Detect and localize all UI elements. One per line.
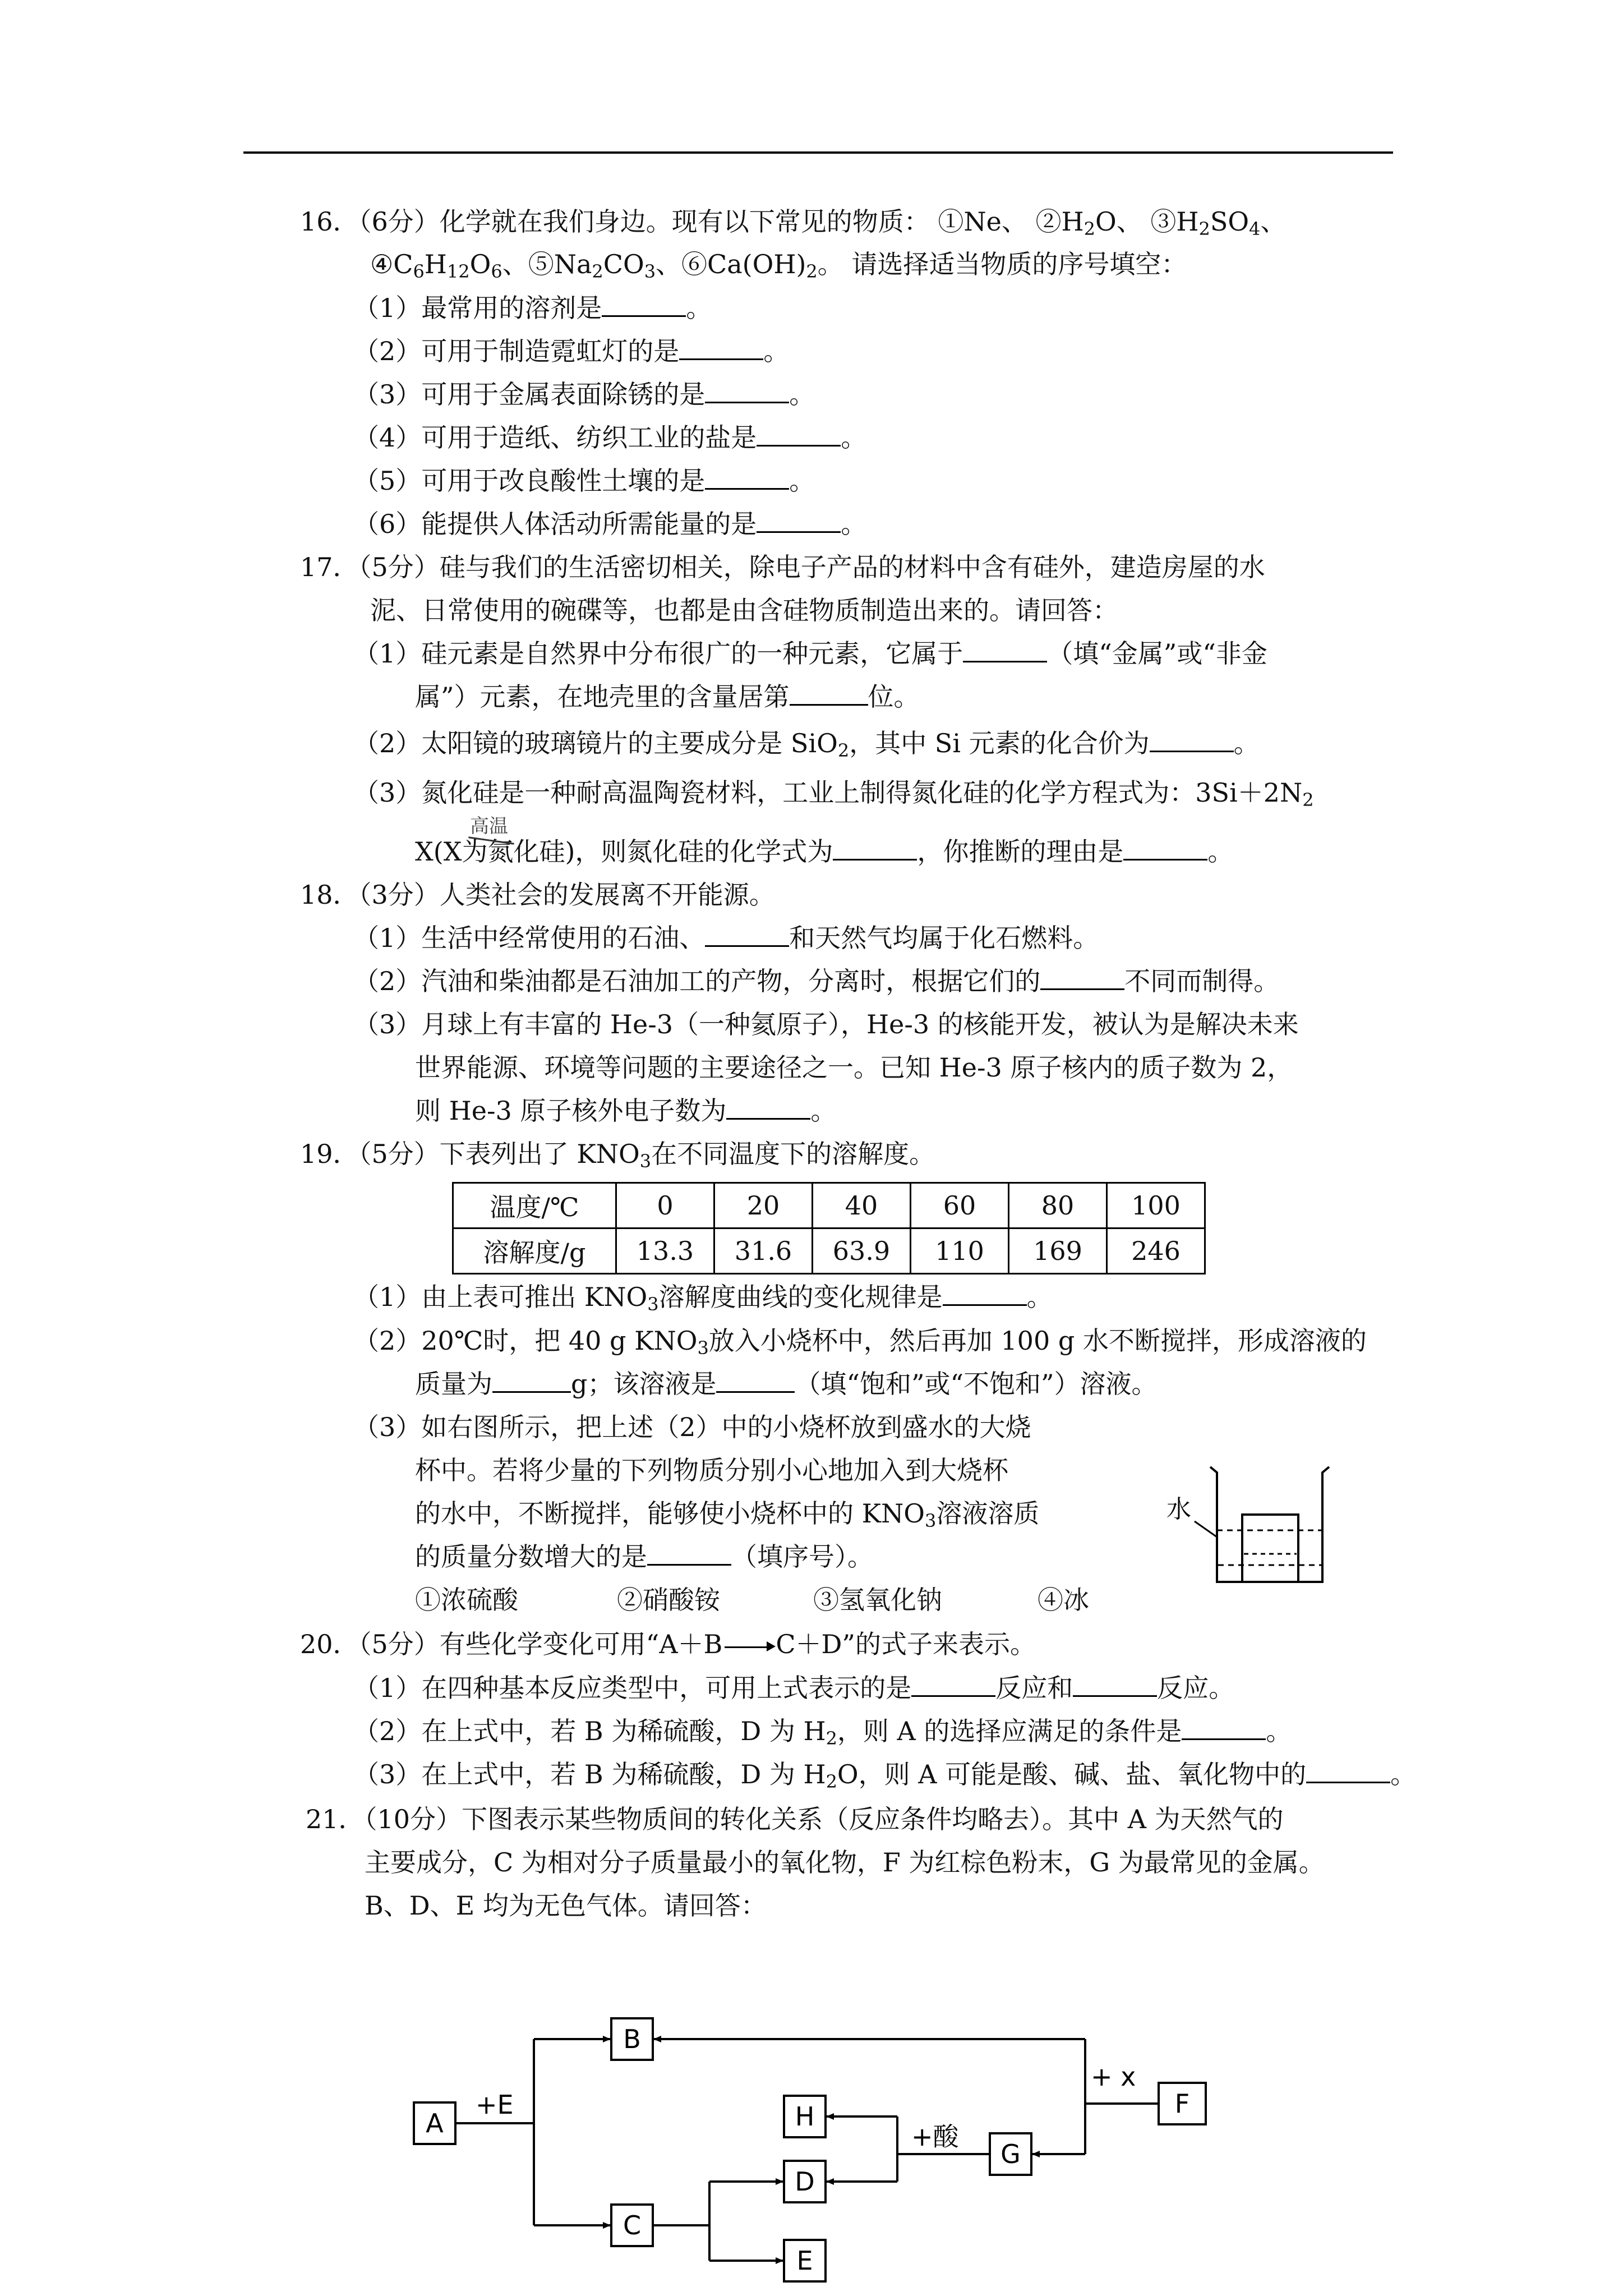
table-header-cell: 溶解度/g xyxy=(453,1228,616,1274)
label-H: H xyxy=(795,2101,815,2132)
table-cell: 20 xyxy=(714,1183,813,1228)
table-cell: 80 xyxy=(1009,1183,1107,1228)
q17-part2: （2）太阳镜的玻璃镜片的主要成分是 SiO$_2$，其中 Si 元素的化合价为 。 xyxy=(353,728,1260,761)
water-label: 水 xyxy=(1166,1495,1191,1524)
table-cell: 31.6 xyxy=(714,1228,813,1274)
q16-item-2: （2）可用于制造霓虹灯的是 。 xyxy=(353,336,790,366)
q21-stem-line1: 21．（10分）下图表示某些物质间的转化关系（反应条件均略去）。其中 A 为天然气的 xyxy=(306,1804,1284,1834)
q20-stem: 20．（5分）有些化学变化可用“A＋B C＋D”的式子来表示。 xyxy=(300,1629,1036,1659)
q16-item-5: （5）可用于改良酸性土壤的是 。 xyxy=(353,466,815,496)
q19-part3-line4: 的质量分数增大的是 （填序号）。 xyxy=(415,1542,873,1572)
q19-part3-line1: （3）如右图所示，把上述（2）中的小烧杯放到盛水的大烧 xyxy=(353,1412,1031,1442)
q18-part3-line1: （3）月球上有丰富的 He-3（一种氦原子），He-3 的核能开发，被认为是解决未来 xyxy=(353,1009,1299,1039)
q18-part3-line2: 世界能源、环境等问题的主要途径之一。已知 He-3 原子核内的质子数为 2， xyxy=(415,1052,1293,1083)
q17-stem-line1: 17．（5分）硅与我们的生活密切相关，除电子产品的材料中含有硅外，建造房屋的水 xyxy=(300,552,1265,582)
q17-stem-line2: 泥、日常使用的碗碟等，也都是由含硅物质制造出来的。请回答： xyxy=(370,595,1118,625)
q21-stem-line3: B、D、E 均为无色气体。请回答： xyxy=(365,1890,767,1921)
q17-part1-line1: （1）硅元素是自然界中分布很广的一种元素，它属于 （填“金属”或“非金 xyxy=(353,638,1267,669)
table-cell: 13.3 xyxy=(616,1228,714,1274)
label-plus-acid: +酸 xyxy=(911,2122,959,2152)
q18-part2: （2）汽油和柴油都是石油加工的产物，分离时，根据它们的 不同而制得。 xyxy=(353,966,1280,996)
q20-part2: （2）在上式中，若 B 为稀硫酸，D 为 $H_2$，则 A 的选择应满足的条件是 。 xyxy=(353,1716,1292,1749)
q17-part3-line2: X(X为氮化硅)，则氮化硅的化学式为 ，你推断的理由是 。 xyxy=(415,836,1234,867)
label-plus-x: + x xyxy=(1091,2062,1136,2092)
q18-part3-line3: 则 He-3 原子核外电子数为 。 xyxy=(415,1096,837,1126)
label-G: G xyxy=(1000,2139,1021,2169)
q19-stem: 19．（5分）下表列出了 $KNO_3$在不同温度下的溶解度。 xyxy=(300,1139,935,1172)
q19-part3-line2: 杯中。若将少量的下列物质分别小心地加入到大烧杯 xyxy=(415,1455,1008,1485)
table-cell: 60 xyxy=(911,1183,1009,1228)
q19-option-2: ②硝酸铵 xyxy=(617,1585,720,1615)
table-cell: 246 xyxy=(1107,1228,1205,1274)
q17-part1-line2: 属”）元素，在地壳里的含量居第 位。 xyxy=(415,682,920,712)
q18-part1: （1）生活中经常使用的石油、 和天然气均属于化石燃料。 xyxy=(353,923,1099,953)
table-cell: 100 xyxy=(1107,1183,1205,1228)
label-D: D xyxy=(795,2166,815,2197)
q16-item-4: （4）可用于造纸、纺织工业的盐是 。 xyxy=(353,422,867,453)
label-A: A xyxy=(426,2108,444,2138)
label-F: F xyxy=(1174,2088,1190,2119)
q20-part3: （3）在上式中，若 B 为稀硫酸，D 为 $H_2O$，则 A 可能是酸、碱、盐、氧化物中的 。 xyxy=(353,1759,1417,1792)
q19-part2-line1: （2）20℃时，把 40 g $KNO_3$放入小烧杯中，然后再加 100 g 水不断搅拌，形成溶液的 xyxy=(353,1326,1367,1359)
reaction-condition: 高温 xyxy=(470,815,508,838)
q19-option-4: ④冰 xyxy=(1038,1585,1089,1615)
q19-part2-line2: 质量为 g；该溶液是 （填“饱和”或“不饱和”）溶液。 xyxy=(415,1369,1158,1399)
q19-option-3: ③氢氧化钠 xyxy=(813,1585,942,1615)
table-cell: 0 xyxy=(616,1183,714,1228)
q16-stem-line1: 16．（6分）化学就在我们身边。现有以下常见的物质： ①Ne、 $②H_2O$、 $③H_2SO_4$、 xyxy=(300,206,1287,240)
label-E: E xyxy=(796,2246,813,2276)
q16-stem-line2: $④C_6H_{12}O_6$、$⑤Na_2CO_3$、$⑥Ca(OH)_2$。 请选择适当物质的序号填空： xyxy=(370,249,1187,282)
table-header-cell: 温度/℃ xyxy=(453,1183,616,1228)
label-plus-E: +E xyxy=(476,2090,514,2120)
q19-part3-line3: 的水中，不断搅拌，能够使小烧杯中的 $KNO_3$溶液溶质 xyxy=(415,1498,1040,1531)
q21-stem-line2: 主要成分，C 为相对分子质量最小的氧化物，F 为红棕色粉末，G 为最常见的金属。 xyxy=(365,1847,1325,1878)
q16-item-3: （3）可用于金属表面除锈的是 。 xyxy=(353,379,815,409)
q19-part1: （1）由上表可推出 $KNO_3$溶解度曲线的变化规律是 。 xyxy=(353,1282,1053,1315)
q20-part1: （1）在四种基本反应类型中，可用上式表示的是 反应和 反应。 xyxy=(353,1673,1235,1703)
q17-part3-line1: （3）氮化硅是一种耐高温陶瓷材料，工业上制得氮化硅的化学方程式为：$3Si+2N_2$ xyxy=(353,777,1314,811)
q19-option-1: ①浓硫酸 xyxy=(415,1585,518,1615)
label-B: B xyxy=(623,2024,641,2054)
table-cell: 110 xyxy=(911,1228,1009,1274)
q16-item-6: （6）能提供人体活动所需能量的是 。 xyxy=(353,509,867,539)
table-cell: 63.9 xyxy=(813,1228,911,1274)
q16-item-1: （1）最常用的溶剂是 。 xyxy=(353,293,712,323)
table-cell: 40 xyxy=(813,1183,911,1228)
q18-stem: 18．（3分）人类社会的发展离不开能源。 xyxy=(300,880,775,910)
table-cell: 169 xyxy=(1009,1228,1107,1274)
label-C: C xyxy=(623,2210,642,2240)
